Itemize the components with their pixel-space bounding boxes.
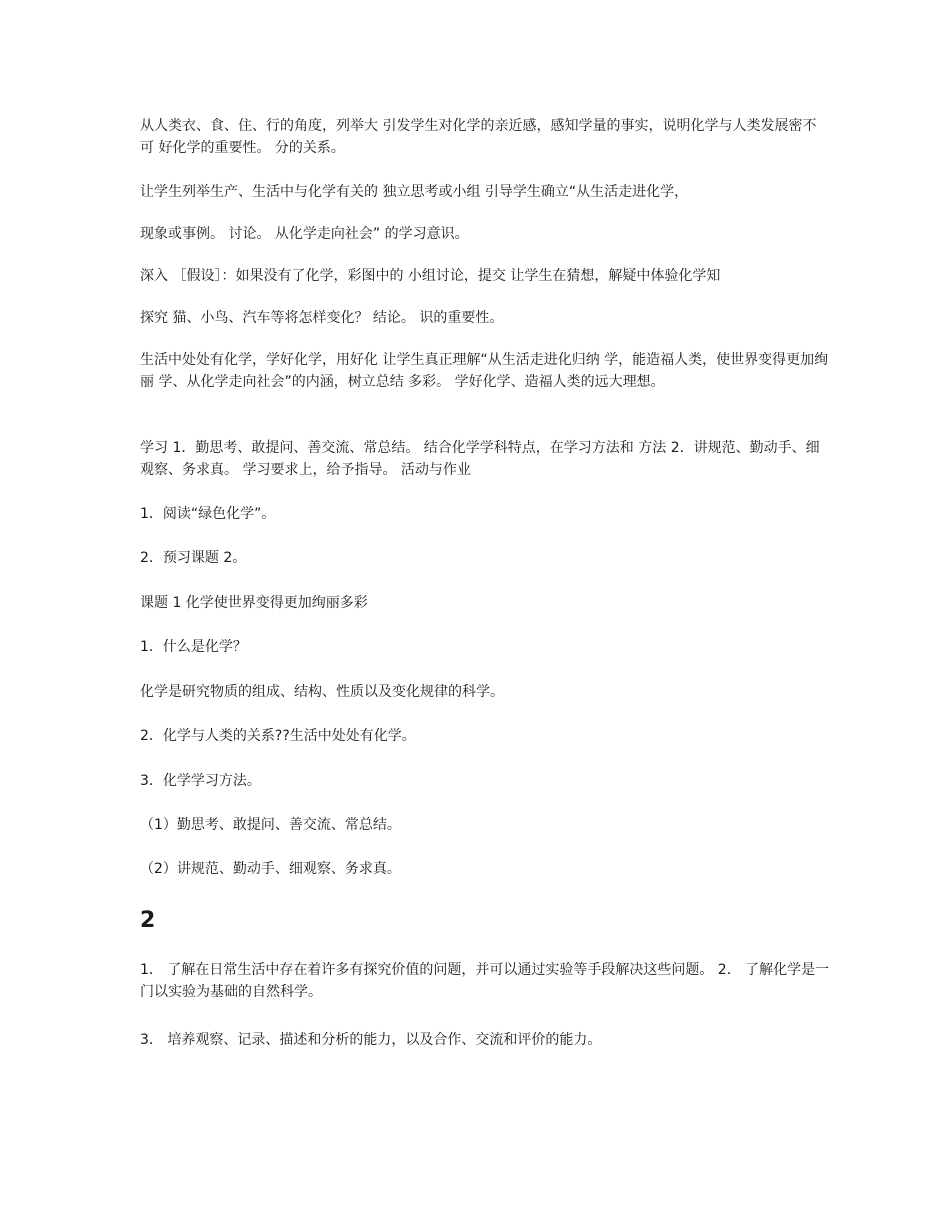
paragraph-chemistry-relation: 2．化学与人类的关系??生活中处处有化学。	[140, 728, 416, 744]
paragraph-method-1: （1）勤思考、敢提问、善交流、常总结。	[140, 817, 401, 833]
paragraph-lesson-title: 课题 1 化学使世界变得更加绚丽多彩	[140, 595, 368, 611]
paragraph-learning-methods: 3．化学学习方法。	[140, 773, 261, 789]
paragraph-homework-2: 2．预习课题 2。	[140, 550, 247, 566]
paragraph-chemistry-definition: 化学是研究物质的组成、结构、性质以及变化规律的科学。	[140, 684, 504, 700]
paragraph-objectives-1-2: 1． 了解在日常生活中存在着许多有探究价值的问题，并可以通过实验等手段解决这些问题。 2． 了解化学是一门以实验为基础的自然科学。	[140, 962, 830, 1000]
paragraph-study-methods: 学习 1．勤思考、敢提问、善交流、常总结。 结合化学学科特点，在学习方法和 方法 2．讲规范、勤动手、细观察、务求真。 学习要求上，给予指导。 活动与作业	[140, 440, 820, 478]
paragraph-summary: 生活中处处有化学，学好化学，用好化 让学生真正理解“从生活走进化归纳 学，能造福人类，使世界变得更加绚丽 学、从化学走向社会”的内涵，树立总结 多彩。 学好化学、造福人类的远大理想。	[140, 352, 829, 390]
paragraph-method-2: （2）讲规范、勤动手、细观察、务求真。	[140, 861, 401, 877]
paragraph-list-examples: 让学生列举生产、生活中与化学有关的 独立思考或小组 引导学生确立“从生活走进化学，	[140, 184, 689, 200]
paragraph-objective-3: 3． 培养观察、记录、描述和分析的能力，以及合作、交流和评价的能力。	[140, 1032, 602, 1048]
paragraph-examples-continued: 现象或事例。 讨论。 从化学走向社会” 的学习意识。	[140, 226, 469, 242]
paragraph-homework-1: 1．阅读“绿色化学”。	[140, 506, 276, 522]
paragraph-explore: 探究 猫、小鸟、汽车等将怎样变化？ 结论。 识的重要性。	[140, 310, 504, 326]
paragraph-hypothesis: 深入 ［假设］：如果没有了化学，彩图中的 小组讨论，提交 让学生在猜想，解疑中体验化学知	[140, 268, 721, 284]
paragraph-intro-relation: 从人类衣、食、住、行的角度，列举大 引发学生对化学的亲近感，感知学量的事实，说明化学与人类发展密不可 好化学的重要性。 分的关系。	[140, 118, 817, 156]
paragraph-what-is-chemistry: 1．什么是化学？	[140, 639, 247, 655]
section-heading: 2	[140, 908, 156, 933]
